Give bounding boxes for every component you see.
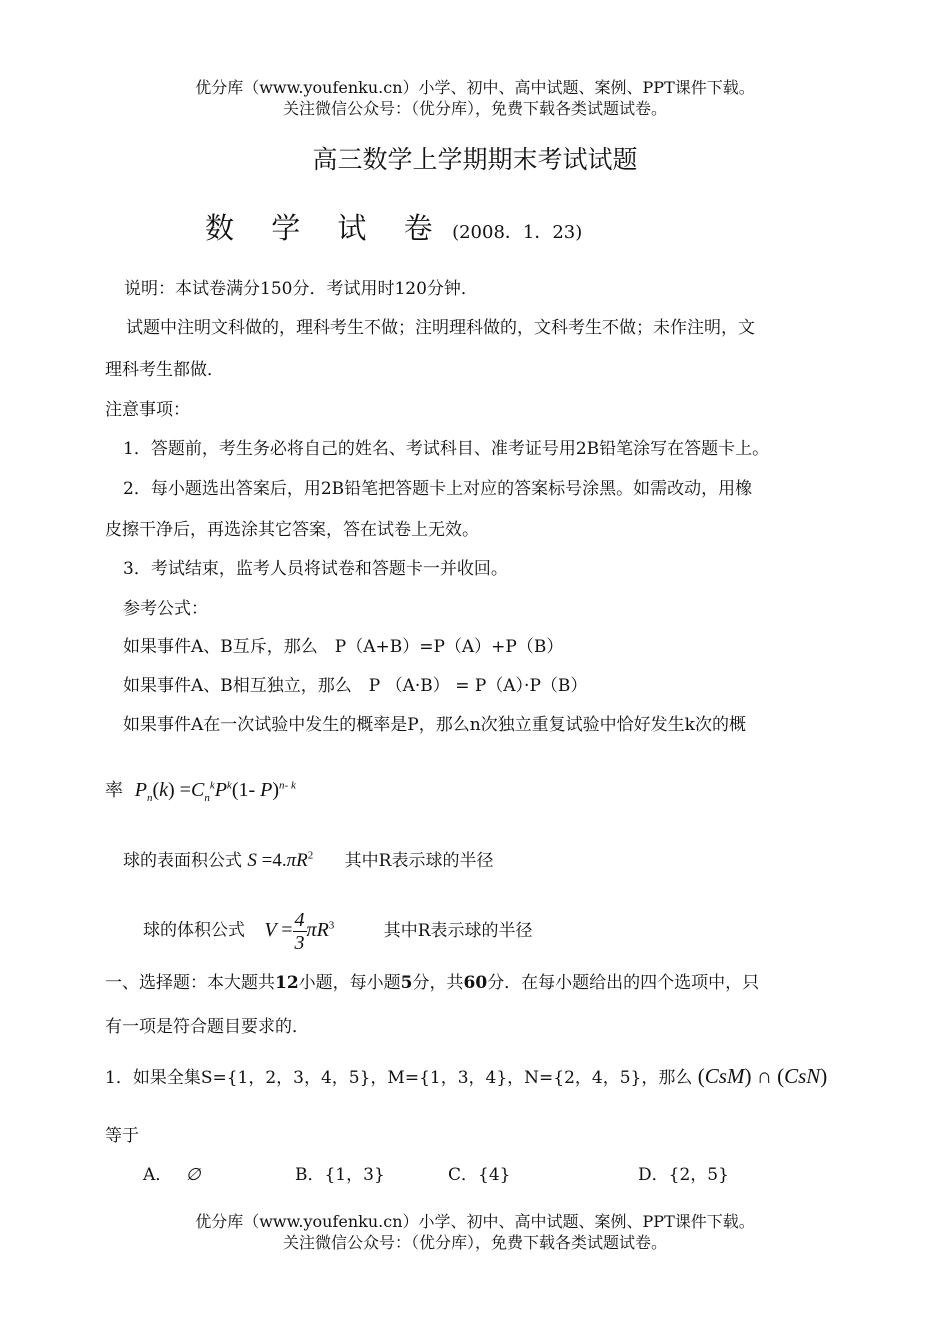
empty-set-icon: ∅ [185,1165,201,1184]
formula-volume [143,900,533,954]
notice-item-2: 2．每小题选出答案后，用2B铅笔把答题卡上对应的答案标号涂黑。如需改动，用橡 [123,479,753,499]
formula-surface [123,846,493,872]
volume-label: 球的体积公式 [143,920,245,941]
desc-line-2: 试题中注明文科做的，理科考生不做；注明理科做的，文科考生不做；未作注明，文 [126,318,755,338]
formula-binomial-prefix: 率 [105,780,123,801]
binomial-expression: $P_n(k) =C_n^kP^k(1-$ P)$^{n- k}$ [134,779,296,804]
fraction-four-thirds: $\frac{4}{3}$ [294,908,305,954]
surface-expression: $S =4.\pi R^2$ [247,849,314,871]
section-1-text-d: 分．在每小题给出的四个选项中，只 [487,973,760,993]
option-a-label: A． [143,1165,173,1185]
section-1-heading-cont: 有一项是符合题目要求的． [105,1017,309,1037]
question-count: 12 [275,973,299,993]
option-d[interactable]: D．{2，5} [638,1165,729,1185]
volume-note: 其中R表示球的半径 [383,920,533,941]
site-header-line2: 关注微信公众号：（优分库），免费下载各类试题试卷。 [282,99,667,118]
section-1-text-a: 一、选择题：本大题共 [105,973,275,993]
formula-exclusive: 如果事件A、B互斥，那么 P（A+B）=P（A）+P（B） [123,637,564,657]
page-title: 高三数学上学期期末考试试题 [312,145,638,174]
question-1 [105,1063,827,1089]
option-b[interactable]: B．{1，3} [295,1165,385,1185]
option-a[interactable] [143,1160,201,1185]
question-1-tail: 等于 [105,1126,139,1146]
site-header-line1: 优分库（www.youfenku.cn）小学、初中、高中试题、案例、PPT课件下载。 [195,78,755,97]
site-footer-line1: 优分库（www.youfenku.cn）小学、初中、高中试题、案例、PPT课件下载。 [195,1212,755,1231]
reference-title: 参考公式： [123,599,208,619]
section-1-text-b: 小题，每小题 [298,973,401,993]
formula-independent: 如果事件A、B相互独立，那么 P （A·B） = P（A）·P（B） [123,676,588,696]
notice-item-1: 1．答题前，考生务必将自己的姓名、考试科目、准考证号用2B铅笔涂写在答题卡上。 [123,439,770,459]
formula-binomial [105,776,296,804]
site-footer-line2: 关注微信公众号：（优分库），免费下载各类试题试卷。 [282,1233,667,1252]
section-1-text-c: 分，共 [412,973,464,993]
subtitle: 数 学 试 卷 [205,211,447,245]
formula-binomial-text: 如果事件A在一次试验中发生的概率是P，那么n次独立重复试验中恰好发生k次的概 [123,715,746,735]
question-1-expression: (CsM) ∩ (CsN) [697,1064,828,1088]
surface-label: 球的表面积公式 [123,851,242,871]
desc-line-3: 理科考生都做． [105,360,224,380]
surface-note: 其中R表示球的半径 [344,851,494,871]
exam-date: (2008．1．23) [452,222,583,243]
notice-item-3: 3．考试结束，监考人员将试卷和答题卡一并收回。 [123,559,508,579]
notice-item-2-cont: 皮擦干净后，再选涂其它答案，答在试卷上无效。 [105,520,479,540]
total-points: 60 [463,973,488,993]
section-1-heading [105,968,759,993]
points-each: 5 [400,973,413,993]
notice-title: 注意事项： [105,400,190,420]
question-1-text: 1．如果全集S={1，2，3，4，5}，M={1，3，4}，N={2，4，5}，那么 [105,1068,693,1088]
desc-line-1: 说明：本试卷满分150分．考试用时120分钟． [124,279,478,299]
option-c[interactable]: C．{4} [448,1165,511,1185]
volume-expression: V = $\frac{4}{3}$ $\pi R^3$ [264,908,335,954]
subtitle-row [205,206,582,247]
